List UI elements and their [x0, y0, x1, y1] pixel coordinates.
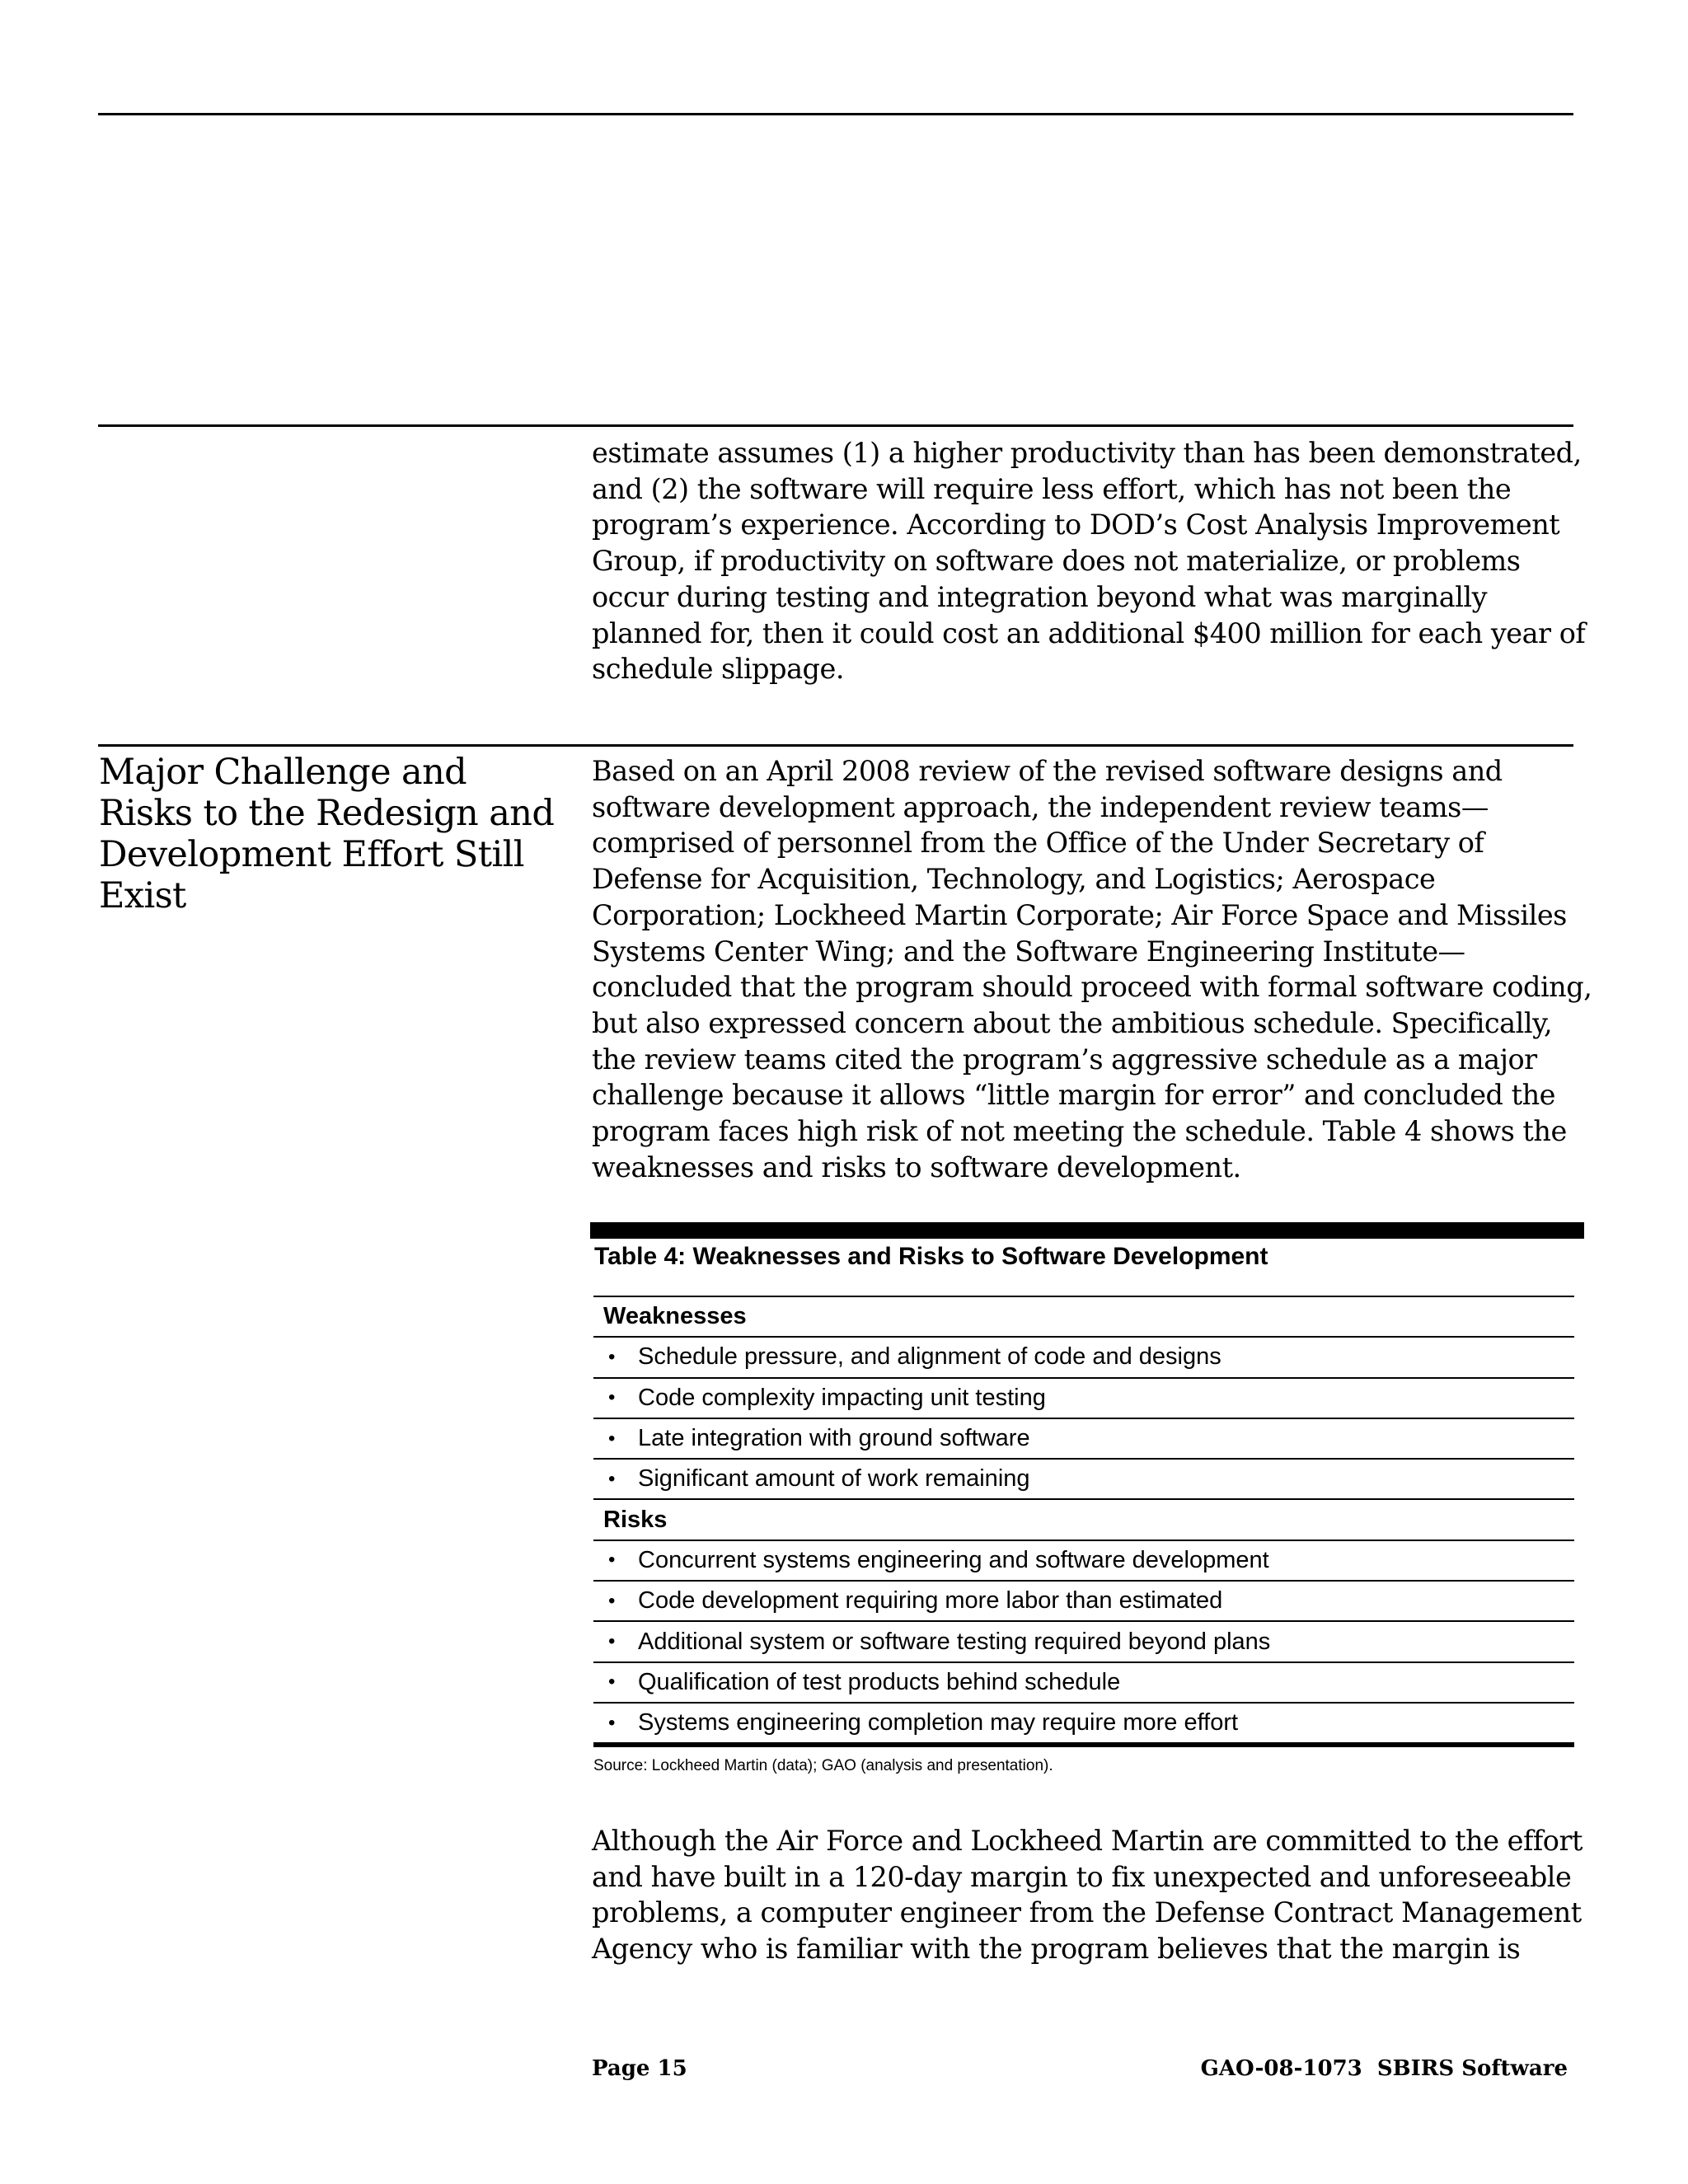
footer-report-id: GAO-08-1073 SBIRS Software — [1200, 2056, 1568, 2081]
table-cell: Late integration with ground software — [638, 1425, 1030, 1452]
table-cell: Significant amount of work remaining — [638, 1465, 1030, 1493]
table-cell: Code development requiring more labor than estimated — [638, 1587, 1223, 1615]
body-paragraph-margin — [592, 1823, 1597, 1967]
table-row — [593, 1336, 1574, 1376]
table-row — [593, 1418, 1574, 1458]
section-rule — [98, 424, 1573, 427]
section-heading-rule — [98, 744, 1573, 747]
bullet-icon: • — [608, 1630, 616, 1653]
weaknesses-risks-table — [593, 1296, 1574, 1742]
table-cell: Qualification of test products behind schedule — [638, 1668, 1121, 1695]
bullet-icon: • — [608, 1711, 616, 1734]
table-cell: Systems engineering completion may require more effort — [638, 1709, 1239, 1736]
table-row — [593, 1377, 1574, 1418]
bullet-icon: • — [608, 1549, 616, 1572]
table-row — [593, 1702, 1574, 1742]
risks-header: Risks — [603, 1506, 668, 1533]
table-source-note: Source: Lockheed Martin (data); GAO (analysis and presentation). — [593, 1757, 1053, 1774]
table-row — [593, 1540, 1574, 1580]
top-rule — [98, 113, 1573, 115]
table-header-row-risks — [593, 1498, 1574, 1539]
bullet-icon: • — [608, 1345, 616, 1368]
paragraph-text: estimate assumes (1) a higher productivity than has been demonstrated, and (2) the software will require less effort, which has not been the program’s experience. According to DOD’s Cost Analysis Improvement Group, if productivity on software does not materialize, or problems occur during testing and integration beyond what was marginally planned for, then it could cost an additional $400 million for each year of schedule slippage. — [592, 437, 1586, 686]
paragraph-text: Although the Air Force and Lockheed Martin are committed to the effort and have built in a 120-day margin to fix unexpected and unforeseeable problems, a computer engineer from the Defense Contract Management Agency who is familiar with the program believes that the margin is — [592, 1825, 1582, 1966]
table-cell: Schedule pressure, and alignment of code and designs — [638, 1343, 1221, 1371]
bullet-icon: • — [608, 1671, 616, 1694]
table-row — [593, 1458, 1574, 1498]
table-bottom-rule — [593, 1742, 1574, 1747]
side-heading: Major Challenge and Risks to the Redesign and Development Effort Still Exist — [99, 752, 555, 916]
table-row — [593, 1661, 1574, 1702]
table-title: Table 4: Weaknesses and Risks to Software Development — [594, 1243, 1268, 1270]
table-cell: Code complexity impacting unit testing — [638, 1384, 1046, 1411]
table-top-bar — [590, 1222, 1584, 1239]
table-header-row-weaknesses — [593, 1296, 1574, 1336]
bullet-icon: • — [608, 1467, 616, 1490]
table-row — [593, 1580, 1574, 1620]
table-cell: Concurrent systems engineering and software development — [638, 1546, 1269, 1573]
body-paragraph-continued — [592, 435, 1597, 687]
table-row — [593, 1620, 1574, 1661]
weaknesses-header: Weaknesses — [603, 1303, 747, 1330]
footer-page-number: Page 15 — [592, 2056, 687, 2081]
bullet-icon: • — [608, 1589, 616, 1612]
bullet-icon: • — [608, 1427, 616, 1450]
paragraph-text: Based on an April 2008 review of the revised software designs and software development approach, the independent review teams—comprised of personnel from the Office of the Under Secretary of Defense for Acquisition, Technology, and Logistics; Aerospace Corporation; Lockheed Martin Corporate; Air Force Space and Missiles Systems Center Wing; and the Software Engineering Institute—concluded that the program should proceed with formal software coding, but also expressed concern about the ambitious schedule. Specifically, the review teams cited the program’s aggressive schedule as a major challenge because it allows “little margin for error” and concluded the program faces high risk of not meeting the schedule. Table 4 shows the weaknesses and risks to software development. — [592, 755, 1592, 1183]
table-cell: Additional system or software testing required beyond plans — [638, 1628, 1271, 1655]
body-paragraph-review — [592, 753, 1597, 1185]
bullet-icon: • — [608, 1386, 616, 1409]
